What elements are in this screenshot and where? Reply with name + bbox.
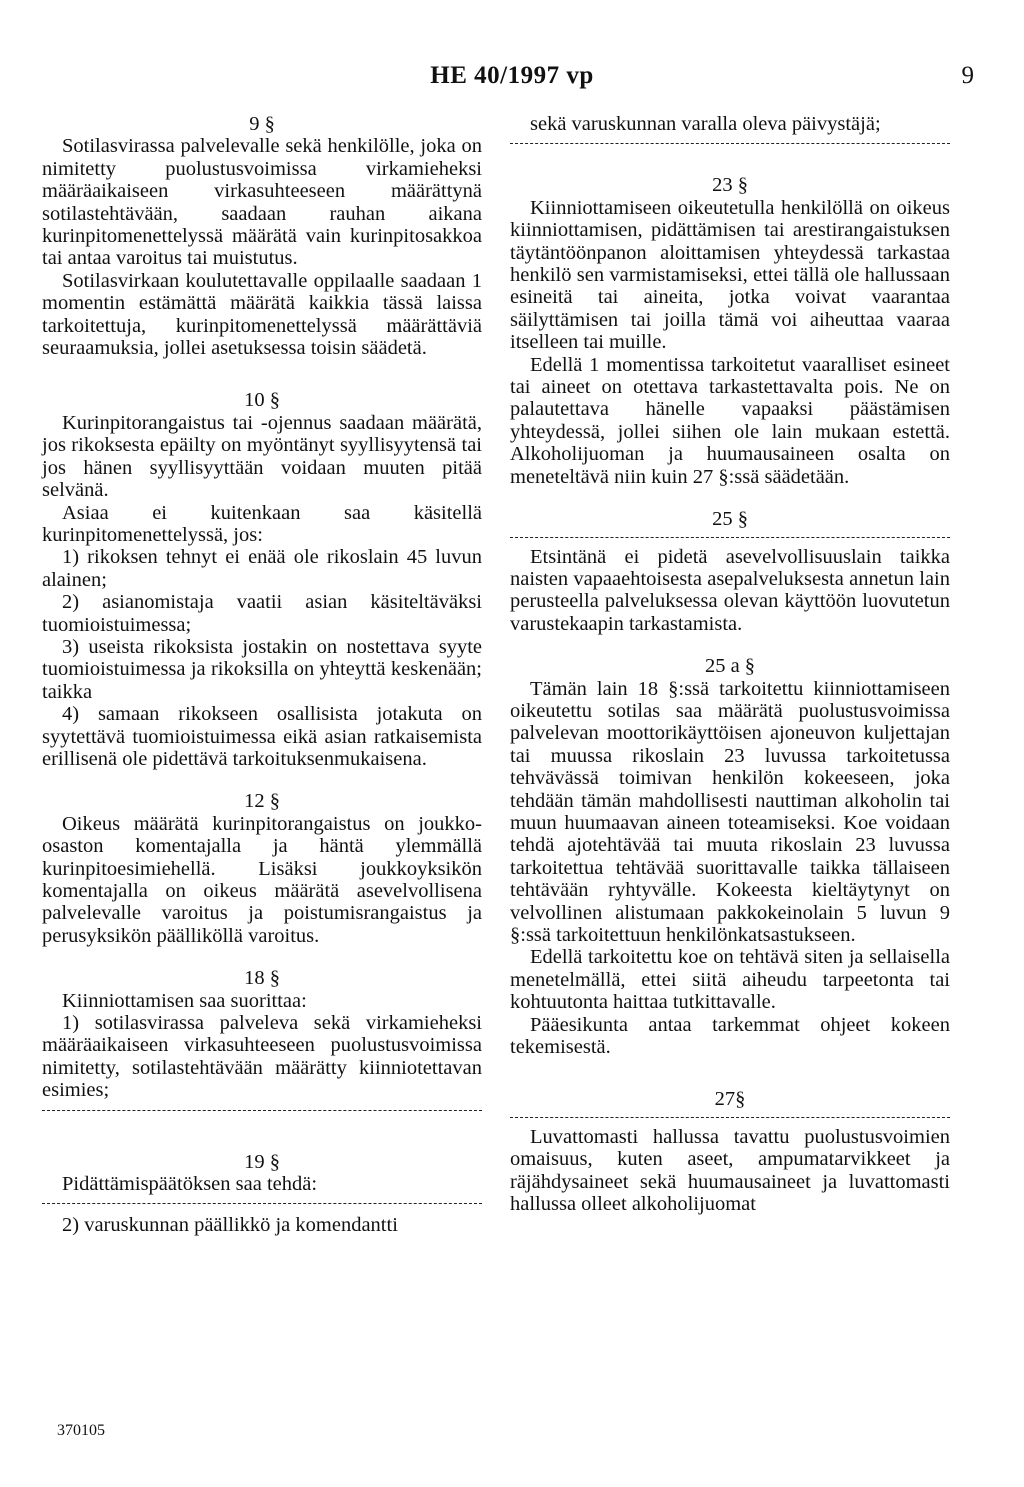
section-heading-10: 10 § (244, 389, 280, 412)
section-10-list-item: 2) asianomistaja vaatii asian käsiteltäväksi tuomioistuimessa; (42, 591, 482, 636)
omission-line (42, 1110, 482, 1111)
section-heading-19: 19 § (244, 1150, 280, 1173)
section-18-paragraph-1: Kiinniottamisen saa suorittaa: (62, 989, 307, 1012)
right-column (510, 113, 950, 1215)
section-25a-paragraph-2: Edellä tarkoitettu koe on tehtävä siten ja sellaisella menetelmällä, ettei siitä aiheudu tarpeetonta tai kohtuutonta haittaa tutkittavalle. (510, 946, 950, 1014)
section-heading-25: 25 § (712, 508, 748, 531)
continued-text: sekä varuskunnan varalla oleva päivystäjä; (530, 113, 881, 135)
omission-line (510, 537, 950, 538)
section-heading-12: 12 § (244, 790, 280, 813)
section-heading-27: 27§ (714, 1088, 746, 1111)
section-heading-18: 18 § (244, 967, 280, 990)
section-10-paragraph-2: Asiaa ei kuitenkaan saa käsitellä kurinpitomenettelyssä, jos: (42, 501, 482, 546)
section-heading-25a: 25 a § (704, 655, 756, 678)
omission-line (510, 143, 950, 144)
section-9-paragraph-2: Sotilasvirkaan koulutettavalle oppilaalle saadaan 1 momentin estämättä määrätä kaikkia tässä laissa tarkoitettuja, kurinpitomenettelyssä määrättäviä seuraamuksia, jollei asetuksessa toisin säädetä. (42, 269, 482, 360)
section-23-paragraph-1: Kiinniottamiseen oikeutetulla henkilöllä on oikeus kiinniottamisen, pidättämisen tai arestirangaistuksen täytäntöönpanon aloittamisen yhteydessä tarkastaa henkilö sen varmistamiseksi, ettei tällä ole hallussaan esineitä tai aineita, jotka voivat vaarantaa säilyttämisen tai joilla tämä voi aiheuttaa vaaraa itselleen tai muille. (510, 196, 950, 354)
left-column (42, 113, 482, 1237)
section-23-paragraph-2: Edellä 1 momentissa tarkoitetut vaaralliset esineet tai aineet on otettava tarkastettavalta pois. Ne on palautettava hänelle vapaaksi päästämisen yhteydessä, jollei siihen ole lain mukaan estettä. Alkoholijuoman ja huumausaineen osalta on meneteltävä niin kuin 27 §:ssä säädetään. (510, 353, 950, 488)
section-19-list-item: 2) varuskunnan päällikkö ja komendantti (62, 1214, 398, 1237)
omission-line (510, 1117, 950, 1118)
section-heading-23: 23 § (712, 174, 748, 197)
section-9-paragraph-1: Sotilasvirassa palvelevalle sekä henkilölle, joka on nimitetty puolustusvoimissa virkamieheksi määräaikaiseen virkasuhteeseen määrättynä sotilastehtävään, saadaan rauhan aikana kurinpitomenettelyssä määrätä vain kurinpitosakkoa tai antaa varoitus tai muistutus. (42, 135, 482, 270)
omission-line (42, 1203, 482, 1204)
document-code: 370105 (57, 1422, 105, 1439)
section-10-paragraph-1: Kurinpitorangaistus tai -ojennus saadaan määrätä, jos rikoksesta epäilty on myöntänyt syyllisyytensä tai jos hänen syyllisyyttään voidaan muuten pitää selvänä. (42, 411, 482, 502)
page-number: 9 (961, 62, 974, 89)
section-10-list-item: 1) rikoksen tehnyt ei enää ole rikoslain 45 luvun alainen; (42, 546, 482, 591)
section-25a-paragraph-3: Pääesikunta antaa tarkemmat ohjeet kokeen tekemisestä. (510, 1013, 950, 1059)
section-27-paragraph-1: Luvattomasti hallussa tavattu puolustusvoimien omaisuus, kuten aseet, ampumatarvikkeet ja räjähdysaineet sekä huumausaineet ja luvattomasti hallussa olleet alkoholijuomat (510, 1125, 950, 1216)
section-heading-9: 9 § (249, 113, 275, 135)
section-18-list-item: 1) sotilasvirassa palveleva sekä virkamieheksi määräaikaiseen virkasuhteeseen puolustusvoimissa nimitetty, sotilastehtävään määrätty kiinniotettavan esimies; (42, 1012, 482, 1102)
section-25a-paragraph-1: Tämän lain 18 §:ssä tarkoitettu kiinniottamiseen oikeutettu sotilas saa määrätä puolustusvoimissa palvelevan moottorikäyttöisen ajoneuvon kuljettajan tai muussa rikoslain 23 luvussa tarkoitetussa tehvävässä toimivan henkilön kokeeseen, joka tehdään tämän mahdollisesti nauttiman alkoholin tai muun huumaavan aineen toteamiseksi. Koe voidaan tehdä ajotehtävää tai muuta rikoslain 23 luvussa tarkoitettua tehtävää suorittavalle taikka tällaiseen tehtävään ryhtyvälle. Kokeesta kieltäytynyt on velvollinen alistumaan pakkokeinolain 5 luvun 9 §:ssä tarkoitettuun henkilönkatsastukseen. (510, 677, 950, 946)
section-10-list-item: 4) samaan rikokseen osallisista jotakuta on syytettävä tuomioistuimessa eikä asian ratkaisemista erillisenä ole pidettävä tarkoituksenmukaisena. (42, 703, 482, 770)
section-19-paragraph-1: Pidättämispäätöksen saa tehdä: (62, 1173, 318, 1196)
section-10-list-item: 3) useista rikoksista jostakin on nostettava syyte tuomioistuimessa ja rikoksilla on yhteyttä keskenään; taikka (42, 635, 482, 703)
section-25-paragraph-1: Etsintänä ei pidetä asevelvollisuuslain taikka naisten vapaaehtoisesta asepalveluksesta annetun lain perusteella palveluksessa olevan käyttöön luovutetun varustekaapin tarkastamista. (510, 545, 950, 635)
document-header: HE 40/1997 vp (430, 62, 594, 89)
section-12-paragraph-1: Oikeus määrätä kurinpitorangaistus on joukko-osaston komentajalla ja häntä ylemmällä kurinpitoesimiehellä. Lisäksi joukkoyksikön komentajalla on oikeus määrätä asevelvollisena palvelevalle varoitus ja poistumisrangaistus ja perusyksikön päälliköllä varoitus. (42, 812, 482, 947)
